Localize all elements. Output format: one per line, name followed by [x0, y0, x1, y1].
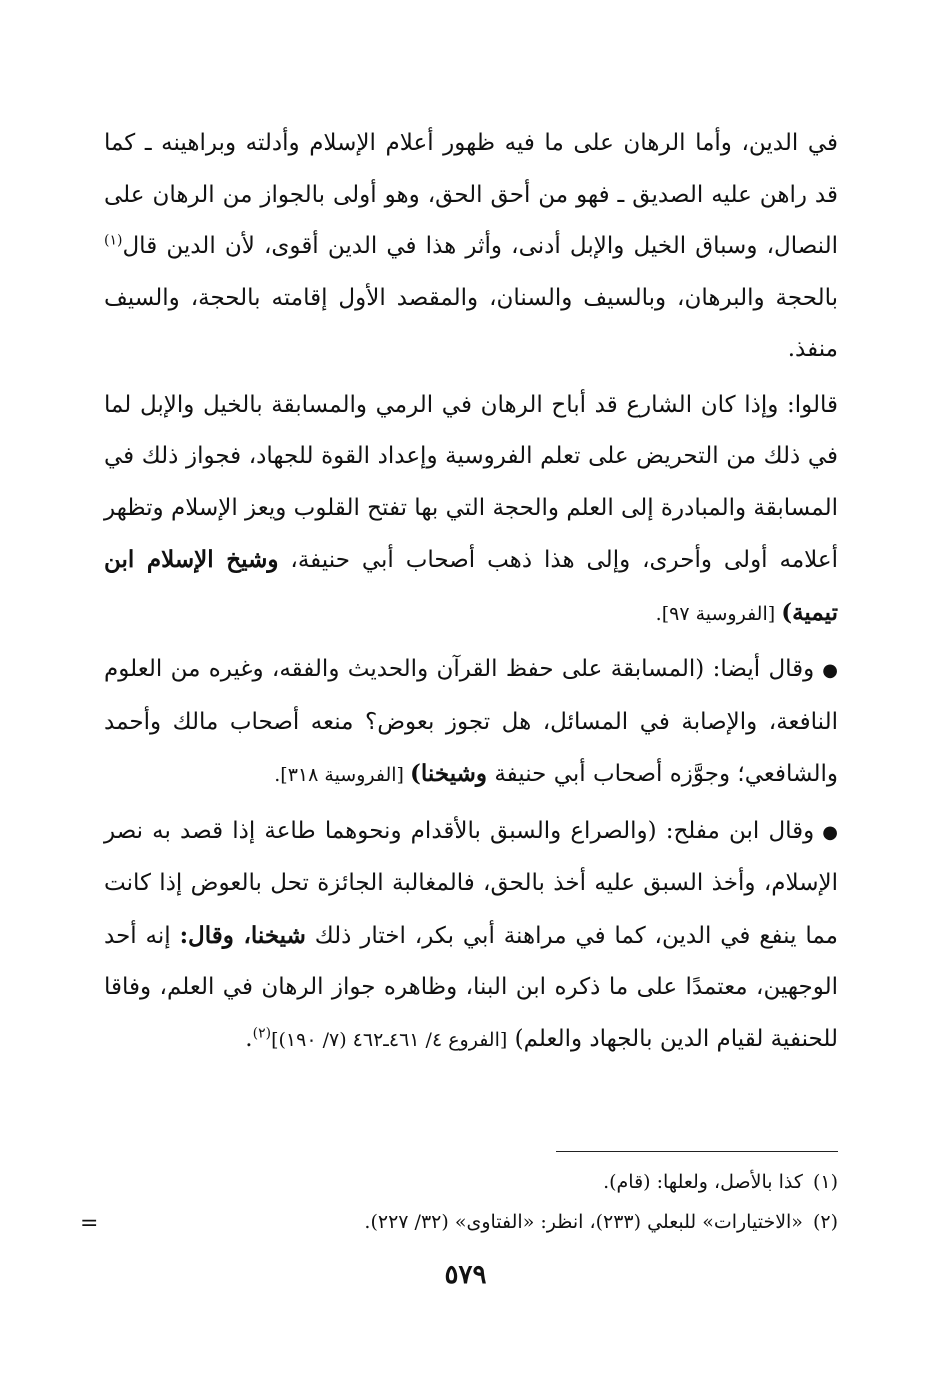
paragraph	[104, 806, 838, 1067]
bold-text: وشيخنا)	[410, 760, 488, 787]
bullet-icon: ●	[822, 660, 838, 681]
main-text	[104, 118, 838, 1070]
paragraph	[104, 380, 838, 641]
footnote	[104, 1202, 838, 1242]
bullet-icon: ●	[822, 821, 838, 843]
footnote-ref: (٢)	[252, 1024, 272, 1041]
paragraph	[104, 118, 838, 376]
footnote-divider	[556, 1151, 838, 1152]
page-number: ٥٧٩	[444, 1260, 487, 1290]
text-run: وقال ابن مفلح: (والصراع والسبق بالأقدام ونحوهما طاعة إذا قصد به نصر الإسلام، وأخذ السبق عليه أخذ بالحق، فالمغالبة الجائزة تحل بالعوض إذا كانت مما ينفع في الدين، كما في مراهنة أبي بكر، اختار ذلك	[104, 817, 838, 949]
continuation-mark: =	[80, 1211, 99, 1236]
source-citation: [الفروسية ٣١٨].	[274, 764, 411, 786]
source-citation: [الفروع ٤/ ٤٦١ـ٤٦٢ (٧/ ١٩٠)]	[271, 1028, 508, 1051]
text-run: في الدين، وأما الرهان على ما فيه ظهور أعلام الإسلام وأدلته وبراهينه ـ كما قد راهن عليه الصديق ـ فهو من أحق الحق، وهو أولى بالجواز من الرهان على النصال، وسباق الخيل والإبل أدنى، وأثر هذا في الدين أقوى، لأن الدين قال	[104, 130, 838, 259]
text-run: إنه أحد الوجهين، معتمدًا على ما ذكره ابن البنا، وظاهره جواز الرهان في العلم، وفاقا للحنفية لقيام الدين بالجهاد والعلم)	[104, 922, 838, 1052]
footnote	[104, 1162, 838, 1202]
text-run: قالوا: وإذا كان الشارع قد أباح الرهان في الرمي والمسابقة بالخيل والإبل لما في ذلك من التحريض على تعلم الفروسية وإعداد القوة للجهاد، فجواز ذلك في المسابقة والمبادرة إلى العلم والحجة التي بها تفتح القلوب ويعز الإسلام وتظهر أعلامه أولى وأحرى، وإلى هذا ذهب أصحاب أبي حنيفة،	[104, 391, 838, 573]
bold-text: وشيخ الإسلام ابن تيمية)	[104, 546, 838, 626]
text-run: .	[245, 1025, 253, 1052]
footnote-ref: (١)	[104, 232, 123, 249]
text-run: بالحجة والبرهان، وبالسيف والسنان، والمقصد الأول إقامته بالحجة، والسيف منفذ.	[104, 284, 838, 362]
footnote-number: (٢)	[812, 1211, 838, 1233]
footnote-number: (١)	[812, 1171, 838, 1193]
text-run: وقال أيضا: (المسابقة على حفظ القرآن والحديث والفقه، وغيره من العلوم النافعة، والإصابة في المسائل، هل تجوز بعوض؟ منعه أصحاب مالك وأحمد والشافعي؛ وجوَّزه أصحاب أبي حنيفة	[104, 656, 838, 787]
footnote-text: «الاختيارات» للبعلي (٢٣٣)، انظر: «الفتاوى» (٣٢/ ٢٢٧).	[364, 1211, 803, 1233]
paragraph	[104, 644, 838, 802]
source-citation: [الفروسية ٩٧].	[655, 602, 782, 625]
bold-text: شيخنا، وقال:	[179, 921, 306, 949]
footnotes	[104, 1162, 838, 1242]
footnote-text: كذا بالأصل، ولعلها: (قام).	[603, 1171, 803, 1193]
